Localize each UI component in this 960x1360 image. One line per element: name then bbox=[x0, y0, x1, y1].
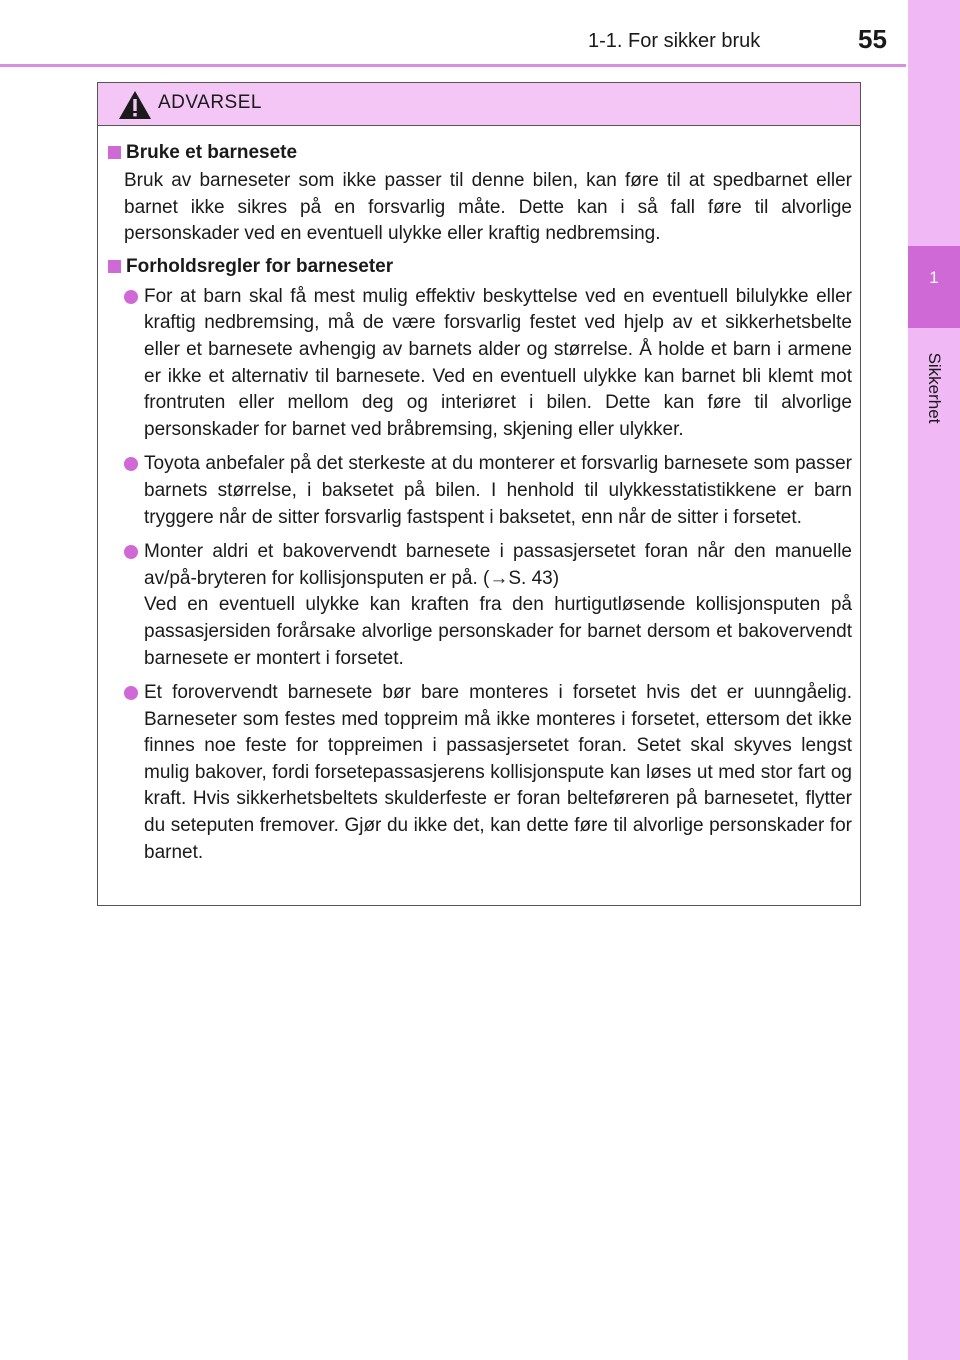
paragraph-child-seat: Bruk av barneseter som ikke passer til denne bilen, kan føre til at spedbarnet eller barnet ikke sikres på en forsvarlig måte. Dette kan i så fall føre til alvorlige personskader ved en eventuell ulykke eller kraftig nedbremsing. bbox=[124, 170, 852, 245]
heading-text: Bruke et barnesete bbox=[126, 142, 298, 163]
round-bullet-icon bbox=[124, 545, 138, 559]
page-number: 55 bbox=[858, 24, 887, 54]
square-bullet-icon bbox=[108, 146, 121, 159]
round-bullet-icon bbox=[124, 457, 138, 471]
heading-text: Forholdsregler for barneseter bbox=[126, 255, 394, 277]
section-title: 1-1. For sikker bruk bbox=[588, 30, 761, 52]
warning-title: ADVARSEL bbox=[158, 92, 262, 113]
square-bullet-icon bbox=[108, 260, 121, 273]
warning-body bbox=[98, 126, 860, 866]
list-item bbox=[106, 284, 852, 444]
chapter-label: Sikkerhet bbox=[925, 352, 944, 424]
round-bullet-icon bbox=[124, 290, 138, 304]
list-item-text: For at barn skal få mest mulig effektiv beskyttelse ved en eventuell bilulykke eller kraftig nedbremsing, må de være forsvarlig festet ved hjelp av et sikkerhetsbelte eller et barnesete avhengig av barnets alder og størrelse. Å holde et barn i armene er ikke et alternativ til barnesete. Ved en eventuell ulykke kan barnet bli klemt mot frontruten eller mellom deg og interiøret i bilen. Dette kan føre til alvorlige personskader for barnet ved bråbremsing, skjening eller ulykker. bbox=[144, 285, 852, 440]
list-item bbox=[106, 680, 852, 866]
list-item-text: Et forovervendt barnesete bør bare monteres i forsetet hvis det er uunngåelig. Barneseter som festes med toppreim må ikke monteres i forsetet, ettersom det ikke finnes noe feste for toppreimen i passasjersetet foran. Setet skal skyves lengst mulig bakover, fordi forsetepassasjerens kollisjonspute kan løses ut med stor fart og kraft. Hvis sikkerhetsbeltets skulderfeste er foran belteføreren på barnesetet, flytter du seteputen fremover. Gjør du ikke det, kan dette føre til alvorlige personskader for barnet. bbox=[144, 682, 852, 863]
side-tab bbox=[908, 0, 960, 1360]
warning-header bbox=[98, 83, 860, 126]
list-item-text: Monter aldri et bakovervendt barnesete i passasjersetet foran når den manuelle av/på-bryteren for kollisjonsputen er på. (→S. 43) bbox=[144, 541, 852, 589]
warning-box bbox=[97, 82, 861, 906]
section-heading-precautions bbox=[106, 254, 852, 280]
list-item bbox=[106, 539, 852, 672]
section-heading-child-seat bbox=[106, 140, 852, 166]
list-item bbox=[106, 451, 852, 531]
list-item-text: Toyota anbefaler på det sterkeste at du monterer et forsvarlig barnesete som passer barnets størrelse, i baksetet på bilen. I henhold til ulykkesstatistikkene er barn tryggere når de sitter forsvarlig fastspent i baksetet, enn når de sitter i forsetet. bbox=[144, 453, 852, 528]
list-item-text: Ved en eventuell ulykke kan kraften fra den hurtigutløsende kollisjonsputen på passasjersiden forårsake alvorlige personskader for barnet dersom et bakovervendt barnesete er montert i forsetet. bbox=[144, 594, 852, 669]
round-bullet-icon bbox=[124, 686, 138, 700]
chapter-number: 1 bbox=[929, 268, 939, 287]
header-rule bbox=[0, 64, 906, 67]
warning-triangle-icon bbox=[118, 90, 152, 120]
